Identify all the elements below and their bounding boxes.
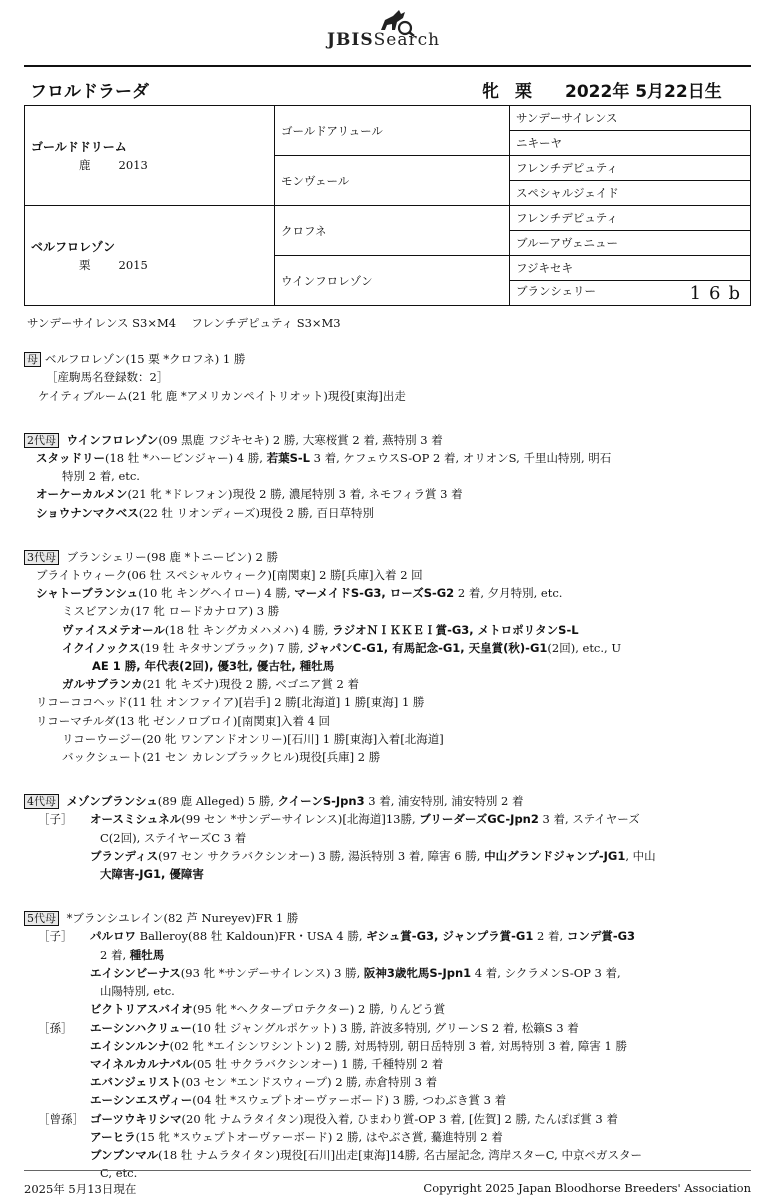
pedigree-gen3-cell[interactable]: フジキセキ xyxy=(510,256,751,281)
gen2-child: オーケーカルメン(21 牝 *ドレフォン)現役 2 勝, 濃尾特別 3 着, ネモフィラ賞 3 着 xyxy=(36,487,463,502)
gen3-head: 3代母 ブランシェリー(98 鹿 *トニービン) 2 勝 xyxy=(24,548,764,566)
pedigree-gen2-cell[interactable]: クロフネ xyxy=(275,206,510,256)
dam-line xyxy=(24,350,764,368)
logo-text: JBISSearch xyxy=(327,30,441,50)
pedigree-gen3-cell[interactable]: ニキーヤ xyxy=(510,131,751,156)
dam-color: 栗 xyxy=(79,258,91,272)
gen3-tag: 3代母 xyxy=(24,550,59,565)
pedigree-gen3-cell[interactable]: ブランシェリー xyxy=(516,283,596,298)
dam-name[interactable]: ベルフロレゾン xyxy=(31,240,116,254)
gen2-name: ウインフロレゾン xyxy=(66,432,159,447)
gen3-grandchild: ガルサブランカ(21 牝 キズナ)現役 2 勝, ベゴニア賞 2 着 xyxy=(62,677,360,692)
gen5-child-cont: 2 着, 種牡馬 xyxy=(100,947,165,962)
gen5-grandchild: エーシンエスヴィー(04 牡 *スウェプトオーヴァーボード) 3 勝, つわぶき賞 3 着 xyxy=(90,1093,507,1108)
gen5-child-cont: 山陽特別, etc. xyxy=(100,984,175,999)
dam-year: 2015 xyxy=(118,258,148,272)
pedigree-gen3-cell[interactable]: フレンチデピュティ xyxy=(510,206,751,231)
gen3-grandchild: ミスビアンカ(17 牝 ロードカナロア) 3 勝 xyxy=(62,604,280,619)
pedigree-gen3-cell[interactable]: ブルーアヴェニュー xyxy=(510,231,751,256)
dam-tag: 母 xyxy=(24,352,41,367)
gen2-child: ショウナンマクベス(22 牡 リオンディーズ)現役 2 勝, 百日草特別 xyxy=(36,505,374,520)
gen5-child: ［子］ パルロワ Balleroy(88 牡 Kaldoun)FR・USA 4 勝, ギシュ賞-G3, ジャンプラ賞-G1 2 着, コンデ賞-G3 xyxy=(38,929,636,944)
pedigree-table xyxy=(24,105,751,306)
gen4-tag: 4代母 xyxy=(24,794,59,809)
gen4-head: 4代母 メゾンブランシュ(89 鹿 Alleged) 5 勝, クイーンS-Jpn3 3 着, 浦安特別, 浦安特別 2 着 xyxy=(24,792,764,810)
sire-color: 鹿 xyxy=(79,158,91,172)
pedigree-gen3-cell[interactable]: スペシャルジェイド xyxy=(510,181,751,206)
gen4-child: ［子］ オースミシュネル(99 セン *サンデーサイレンス)[北海道]13勝, ブリーダーズGC-Jpn2 3 着, ステイヤーズ xyxy=(38,812,640,827)
gen2-head xyxy=(24,431,764,449)
family-number: 16b xyxy=(689,282,748,304)
gen5-grandchild: マイネルカルナバル(05 牡 サクラバクシンオー) 1 勝, 千種特別 2 着 xyxy=(90,1056,444,1071)
gen5-child: ビクトリアスバイオ(95 牝 *ヘクタープロテクター) 2 勝, りんどう賞 xyxy=(90,1002,446,1017)
gen3-child: リコーマチルダ(13 牝 ゼンノロブロイ)[南関東]入着 4 回 xyxy=(36,713,330,728)
gen2-child: スタッドリー(18 牡 *ハービンジャー) 4 勝, 若葉S-L 3 着, ケフェウスS-OP 2 着, オリオンS, 千里山特別, 明石 xyxy=(36,451,612,466)
gen3-child: ブライトウィーク(06 牡 スペシャルウィーク)[南関東] 2 勝[兵庫]入着 2 回 xyxy=(36,568,423,583)
pedigree-gen2-cell[interactable]: モンヴェール xyxy=(275,156,510,206)
gen5-grandchild: ［孫］ エーシンハクリュー(10 牡 ジャングルポケット) 3 勝, 許波多特別, グリーンS 2 着, 松籟S 3 着 xyxy=(38,1020,579,1035)
dam-summary: ベルフロレゾン(15 栗 *クロフネ) 1 勝 xyxy=(45,352,246,367)
gen3-grandchild: リコーウージー(20 牝 ワンアンドオンリー)[石川] 1 勝[東海]入着[北海道] xyxy=(62,731,444,746)
sire-name[interactable]: ゴールドドリーム xyxy=(31,140,127,154)
gen5-head: 5代母 *ブランシユレイン(82 芦 Nureyev)FR 1 勝 xyxy=(24,909,764,927)
pedigree-gen2-cell[interactable]: ウインフロレゾン xyxy=(275,256,510,306)
gen3-grandchild-cont: AE 1 勝, 年代表(2回), 優3牡, 優古牡, 種牡馬 xyxy=(92,659,335,674)
gen3-grandchild: ヴァイスメテオール(18 牡 キングカメハメハ) 4 勝, ラジオＮＩＫＫＥＩ賞-G3, メトロポリタンS-L xyxy=(62,622,579,637)
gen2-tag: 2代母 xyxy=(24,433,59,448)
gen4-child-cont: C(2回), ステイヤーズC 3 着 xyxy=(100,830,247,845)
inbreeding-line: サンデーサイレンス S3×M4 フレンチデピュティ S3×M3 xyxy=(27,316,341,330)
gen3-child: リコーココヘッド(11 牡 オンファイア)[岩手] 2 勝[北海道] 1 勝[東海] 1 勝 xyxy=(36,695,425,710)
gen4-child-cont: 大障害-JG1, 優障害 xyxy=(100,867,204,882)
pedigree-dam xyxy=(25,206,275,306)
gen5-great-grandchild: ブンブンマル(18 牡 ナムラタイタン)現役[石川]出走[東海]14勝, 名古屋記念, 湾岸スターC, 中京ペガスター xyxy=(90,1147,642,1162)
gen3-child: シャトーブランシュ(10 牝 キングヘイロー) 4 勝, マーメイドS-G3, ローズS-G2 2 着, 夕月特別, etc. xyxy=(36,586,563,601)
family-notes xyxy=(24,314,764,1182)
footer-date: 2025年 5月13日現在 xyxy=(24,1182,137,1196)
jbis-logo[interactable] xyxy=(327,8,462,56)
pedigree-gen3-cell[interactable]: フレンチデピュティ xyxy=(510,156,751,181)
dam-offspring: ケイティブルーム(21 牝 鹿 *アメリカンペイトリオット)現役[東海]出走 xyxy=(38,388,406,403)
gen2-record: (09 黒鹿 フジキセキ) 2 勝, 大寒桜賞 2 着, 燕特別 3 着 xyxy=(158,432,443,447)
pedigree-gen3-cell[interactable]: サンデーサイレンス xyxy=(510,106,751,131)
gen5-grandchild: エバンジェリスト(03 セン *エンドスウィープ) 2 勝, 赤倉特別 3 着 xyxy=(90,1075,438,1090)
pedigree-gen2-cell[interactable]: ゴールドアリュール xyxy=(275,106,510,156)
footer-copyright: Copyright 2025 Japan Bloodhorse Breeders' Association xyxy=(423,1181,751,1195)
gen5-child: エイシンビーナス(93 牝 *サンデーサイレンス) 3 勝, 阪神3歳牝馬S-Jpn1 4 着, シクラメンS-OP 3 着, xyxy=(90,965,621,980)
gen2-child-cont: 特別 2 着, etc. xyxy=(62,469,140,484)
sire-year: 2013 xyxy=(118,158,148,172)
gen5-great-grandchild-cont: C, etc. xyxy=(100,1166,138,1181)
dam-registered: ［産駒馬名登録数：2］ xyxy=(46,370,169,385)
gen5-grandchild: エイシンルンナ(02 牝 *エイシンワシントン) 2 勝, 対馬特別, 朝日岳特別 3 着, 対馬特別 3 着, 障害 1 勝 xyxy=(90,1038,627,1053)
gen5-tag: 5代母 xyxy=(24,911,59,926)
horse-birthdate: 2022年 5月22日生 xyxy=(565,82,722,102)
horse-sex: 牝 xyxy=(482,82,499,102)
gen4-child: ブランディス(97 セン サクラバクシンオー) 3 勝, 湯浜特別 3 着, 障害 6 勝, 中山グランドジャンプ-JG1, 中山 xyxy=(90,848,656,863)
header-rule xyxy=(24,65,751,67)
pedigree-sire xyxy=(25,106,275,206)
gen5-great-grandchild: アーヒラ(15 牝 *スウェプトオーヴァーボード) 2 勝, はやぶさ賞, 驀進特別 2 着 xyxy=(90,1129,503,1144)
gen3-grandchild: バックシュート(21 セン カレンブラックヒル)現役[兵庫] 2 勝 xyxy=(62,750,381,765)
gen3-grandchild: イクイノックス(19 牡 キタサンブラック) 7 勝, ジャパンC-G1, 有馬記念-G1, 天皇賞(秋)-G1(2回), etc., U xyxy=(62,640,622,655)
pedigree-gen3-last xyxy=(510,281,751,306)
gen5-great-grandchild: ［曾孫］ ゴーツウキリシマ(20 牝 ナムラタイタン)現役入着, ひまわり賞-OP 3 着, [佐賀] 2 勝, たんぽぽ賞 3 着 xyxy=(38,1111,618,1126)
horse-name: フロルドラーダ xyxy=(30,82,149,102)
horse-color: 栗 xyxy=(515,82,532,102)
